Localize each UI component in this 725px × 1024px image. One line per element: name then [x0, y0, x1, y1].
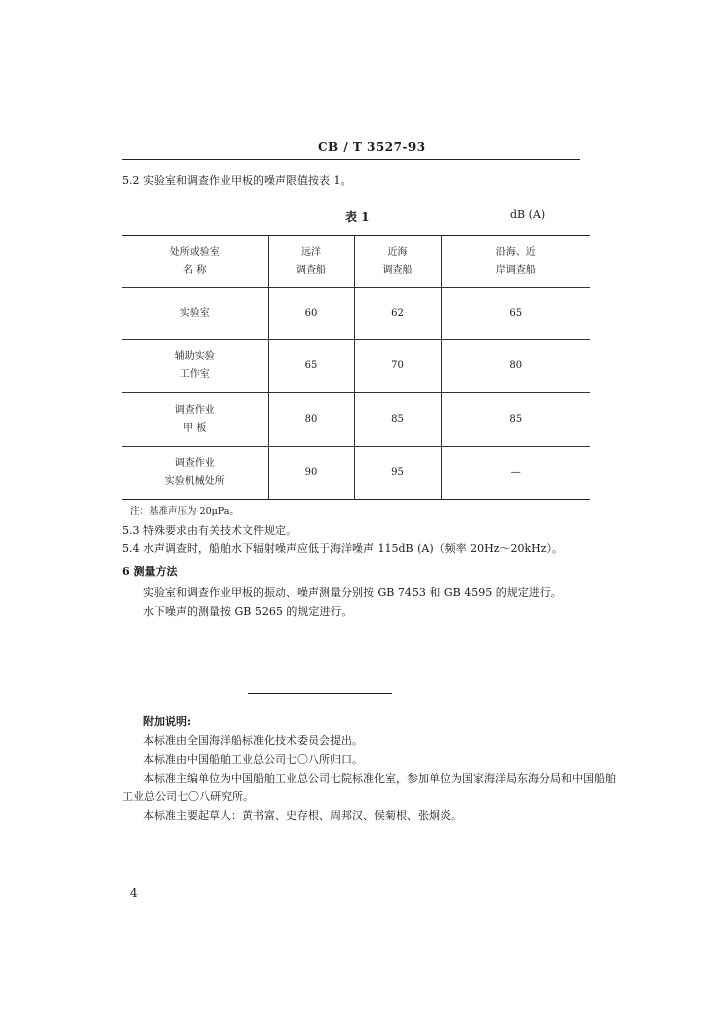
section-5-4: 5.4 水声调查时，船舶水下辐射噪声应低于海洋噪声 115dB (A)（频率 20Hz～20kHz）。 — [122, 542, 564, 555]
row-value: — — [441, 447, 590, 500]
appendix-line: 本标准主要起草人：黄书富、史存根、周邦汉、侯菊根、张炯炎。 — [143, 809, 462, 822]
row-value: 85 — [441, 393, 590, 447]
table-unit: dB (A) — [510, 208, 546, 221]
header-cell-location: 处所或验室 名 称 — [122, 236, 268, 288]
table-title: 表 1 — [345, 210, 370, 224]
row-value: 60 — [268, 288, 354, 340]
page-number: 4 — [130, 886, 138, 900]
separator-rule — [248, 693, 392, 694]
row-name: 辅助实验 工作室 — [122, 340, 268, 393]
section-5-3: 5.3 特殊要求由有关技术文件规定。 — [122, 524, 297, 537]
noise-limit-table — [122, 235, 590, 500]
row-value: 95 — [354, 447, 441, 500]
table-row — [122, 393, 590, 447]
row-value: 85 — [354, 393, 441, 447]
document-code: CB / T 3527-93 — [318, 140, 426, 154]
table-row — [122, 288, 590, 340]
section-5-2: 5.2 实验室和调查作业甲板的噪声限值按表 1。 — [122, 174, 352, 187]
row-value: 80 — [441, 340, 590, 393]
row-value: 80 — [268, 393, 354, 447]
appendix-line: 本标准主编单位为中国船舶工业总公司七院标准化室，参加单位为国家海洋局东海分局和中国船舶 — [143, 772, 616, 785]
row-name: 调查作业 实验机械处所 — [122, 447, 268, 500]
section-6-line1: 实验室和调查作业甲板的振动、噪声测量分别按 GB 7453 和 GB 4595 的规定进行。 — [143, 586, 562, 599]
row-value: 90 — [268, 447, 354, 500]
row-name: 实验室 — [122, 288, 268, 340]
row-value: 65 — [268, 340, 354, 393]
section-6-heading: 6 测量方法 — [122, 565, 178, 578]
row-value: 62 — [354, 288, 441, 340]
row-value: 70 — [354, 340, 441, 393]
table-note: 注：基准声压为 20μPa。 — [130, 506, 239, 517]
table-row — [122, 447, 590, 500]
row-name: 调查作业 甲 板 — [122, 393, 268, 447]
table-header-row — [122, 236, 590, 288]
header-cell-ocean: 远洋 调查船 — [268, 236, 354, 288]
header-rule — [122, 159, 580, 160]
row-value: 65 — [441, 288, 590, 340]
table-row — [122, 340, 590, 393]
appendix-line: 本标准由全国海洋船标准化技术委员会提出。 — [143, 734, 363, 747]
header-cell-coastal: 沿海、近 岸调查船 — [441, 236, 590, 288]
section-6-line2: 水下噪声的测量按 GB 5265 的规定进行。 — [143, 605, 353, 618]
appendix-heading: 附加说明: — [143, 715, 192, 728]
appendix-line: 本标准由中国船舶工业总公司七〇八所归口。 — [143, 753, 363, 766]
header-cell-offshore: 近海 调查船 — [354, 236, 441, 288]
appendix-line: 工业总公司七〇八研究所。 — [122, 790, 254, 803]
